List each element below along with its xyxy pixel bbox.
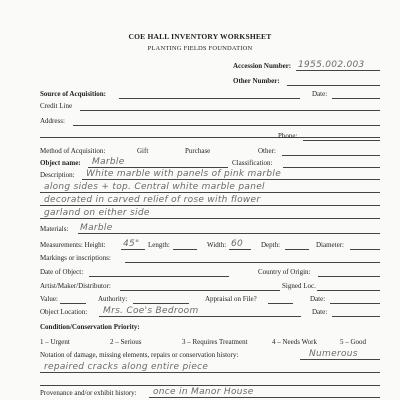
location-row <box>0 307 400 321</box>
method-option-gift[interactable]: Gift <box>137 147 149 155</box>
condition-option-requires-treatment[interactable]: 3 – Requires Treatment <box>182 338 248 346</box>
date-of-object-label: Date of Object: <box>40 268 84 276</box>
value-label: Value: <box>40 295 58 303</box>
other-number-row <box>0 76 400 90</box>
phone-row <box>0 131 400 145</box>
measurements-row <box>0 240 400 254</box>
location-value[interactable]: Mrs. Coe's Bedroom <box>103 306 199 316</box>
materials-row <box>0 224 400 238</box>
description-label: Description: <box>40 171 75 179</box>
length-line[interactable] <box>173 249 197 250</box>
provenance-label: Provenance and/or exhibit history: <box>40 389 137 397</box>
markings-label: Markings or inscriptions: <box>40 254 111 262</box>
appraisal-label: Appraisal on File? <box>205 295 257 303</box>
height-value[interactable]: 45" <box>123 239 140 249</box>
credit-line-row <box>0 101 400 115</box>
provenance-value[interactable]: once in Manor House <box>153 387 254 397</box>
description-row-4 <box>0 209 400 223</box>
object-name-label: Object name: <box>40 159 81 167</box>
condition-option-needs-work[interactable]: 4 – Needs Work <box>272 338 317 346</box>
country-line[interactable] <box>318 276 380 277</box>
signed-line[interactable] <box>317 290 380 291</box>
description-text-2[interactable]: along sides + top. Central white marble panel <box>44 182 265 192</box>
appraisal-date-label: Date: <box>310 295 326 303</box>
address-label: Address: <box>40 117 65 125</box>
value-row <box>0 294 400 308</box>
materials-label: Materials: <box>40 225 69 233</box>
source-line[interactable] <box>119 98 300 99</box>
date-country-row <box>0 267 400 281</box>
signed-label: Signed Loc. <box>282 282 316 290</box>
description-text-4[interactable]: garland on either side <box>44 208 150 218</box>
date-of-object-line[interactable] <box>89 276 229 277</box>
value-line[interactable] <box>60 303 86 304</box>
method-other-line[interactable] <box>282 155 380 156</box>
artist-row <box>0 281 400 295</box>
appraisal-line[interactable] <box>268 303 293 304</box>
address-line[interactable] <box>73 125 380 126</box>
depth-line[interactable] <box>285 249 309 250</box>
phone-label: Phone: <box>278 132 298 140</box>
source-date-line[interactable] <box>332 98 380 99</box>
diameter-line[interactable] <box>350 249 380 250</box>
condition-option-good[interactable]: 5 – Good <box>340 338 367 346</box>
authority-line[interactable] <box>133 303 189 304</box>
notation-text-2[interactable]: repaired cracks along entire piece <box>44 362 209 372</box>
measurements-height-label: Measurements: Height: <box>40 241 106 249</box>
condition-option-urgent[interactable]: 1 – Urgent <box>40 338 70 346</box>
markings-line[interactable] <box>125 262 380 263</box>
source-date-label: Date: <box>312 90 328 98</box>
markings-row <box>0 253 400 267</box>
method-label: Method of Acquisition: <box>40 147 106 155</box>
foundation-name: PLANTING FIELDS FOUNDATION <box>147 45 253 52</box>
accession-number-value[interactable]: 1955.002.003 <box>298 60 365 70</box>
condition-heading-row <box>0 322 400 336</box>
country-label: Country of Origin: <box>258 268 311 276</box>
phone-line[interactable] <box>303 140 380 141</box>
method-option-other[interactable]: Other: <box>258 147 276 155</box>
description-text-1[interactable]: White marble with panels of pink marble <box>86 169 282 179</box>
object-name-value[interactable]: Marble <box>92 157 125 167</box>
classification-line[interactable] <box>283 167 380 168</box>
appraisal-date-line[interactable] <box>330 303 380 304</box>
other-number-line <box>287 85 380 86</box>
artist-label: Artist/Maker/Distributor: <box>40 282 111 290</box>
materials-value[interactable]: Marble <box>80 223 113 233</box>
notation-label: Notation of damage, missing elements, repairs or conservation history: <box>40 351 239 359</box>
credit-line-label: Credit Line <box>40 102 73 110</box>
classification-label: Classification: <box>232 159 273 167</box>
source-label: Source of Acquisition: <box>40 90 106 98</box>
authority-label: Authority: <box>98 295 128 303</box>
condition-option-serious[interactable]: 2 – Serious <box>110 338 142 346</box>
worksheet-title: COE HALL INVENTORY WORKSHEET <box>128 32 272 41</box>
length-label: Length: <box>148 241 170 249</box>
location-date-line[interactable] <box>332 316 380 317</box>
provenance-row <box>0 388 400 400</box>
width-label: Width: <box>207 241 227 249</box>
notation-text-1[interactable]: Numerous <box>309 349 358 359</box>
description-text-3[interactable]: decorated in carved relief of rose with flower <box>44 195 261 205</box>
materials-line <box>78 233 380 234</box>
condition-heading: Condition/Conservation Priority: <box>40 323 140 331</box>
location-label: Object Location: <box>40 308 88 316</box>
diameter-label: Diameter: <box>316 241 344 249</box>
notation-row-2 <box>0 363 400 377</box>
location-date-label: Date: <box>312 308 328 316</box>
depth-label: Depth: <box>261 241 281 249</box>
width-value[interactable]: 60 <box>231 239 244 249</box>
accession-number-label: Accession Number: <box>233 62 292 70</box>
accession-row <box>0 61 400 75</box>
other-number-label: Other Number: <box>233 77 280 85</box>
credit-line-line[interactable] <box>80 110 380 111</box>
artist-line[interactable] <box>120 290 280 291</box>
method-option-purchase[interactable]: Purchase <box>185 147 211 155</box>
